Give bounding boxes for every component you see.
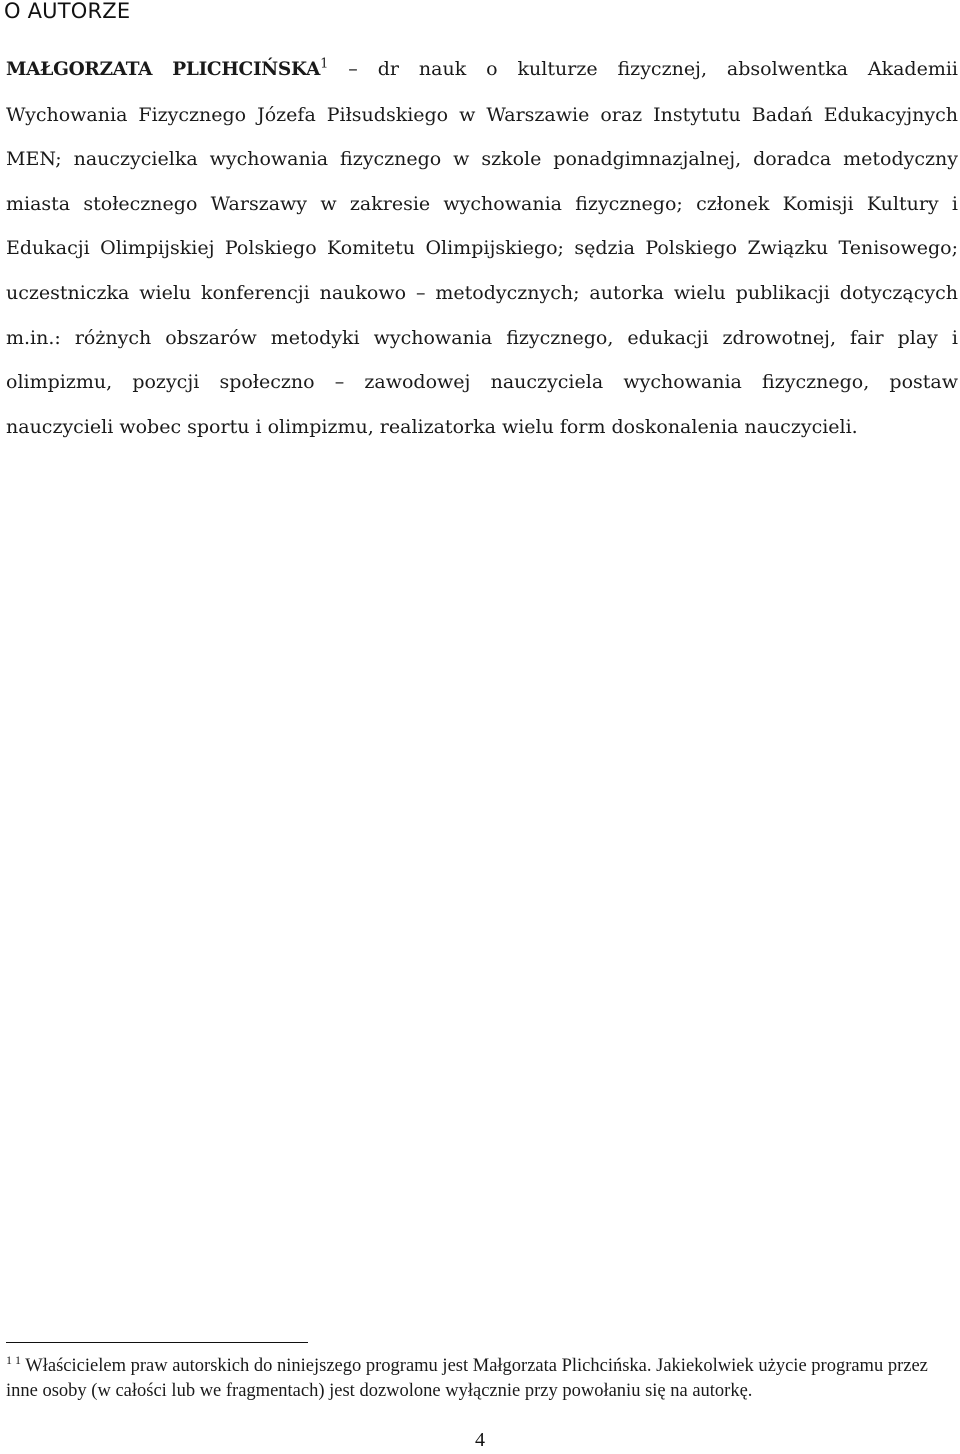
author-bio-paragraph: [6, 47, 958, 449]
footnote-text: Właścicielem praw autorskich do niniejszego programu jest Małgorzata Plichcińska. Jakiekolwiek użycie programu przez inne osoby (w całości lub we fragmentach) jest dozwolone wyłącznie przy powołaniu się na autorkę.: [6, 1356, 928, 1401]
footnote-separator: [6, 1342, 308, 1343]
footnote: [6, 1354, 946, 1403]
author-bio-text: – dr nauk o kulturze fizycznej, absolwentka Akademii Wychowania Fizycznego Józefa Piłsudskiego w Warszawie oraz Instytutu Badań Edukacyjnych MEN; nauczycielka wychowania fizycznego w szkole ponadgimnazjalnej, doradca metodyczny miasta stołecznego Warszawy w zakresie wychowania fizycznego; członek Komisji Kultury i Edukacji Olimpijskiej Polskiego Komitetu Olimpijskiego; sędzia Polskiego Związku Tenisowego; uczestniczka wielu konferencji naukowo – metodycznych; autorka wielu publikacji dotyczących m.in.: różnych obszarów metodyki wychowania fizycznego, edukacji zdrowotnej, fair play i olimpizmu, pozycji społeczno – zawodowej nauczyciela wychowania fizycznego, postaw nauczycieli wobec sportu i olimpizmu, realizatorka wielu form doskonalenia nauczycieli.: [6, 58, 958, 438]
author-name: MAŁGORZATA PLICHCIŃSKA: [6, 59, 321, 80]
footnote-reference: 1: [320, 56, 329, 72]
page-number: 4: [475, 1429, 485, 1451]
page-heading: O AUTORZE: [4, 0, 131, 23]
footnote-marker: 1 1: [6, 1352, 21, 1367]
